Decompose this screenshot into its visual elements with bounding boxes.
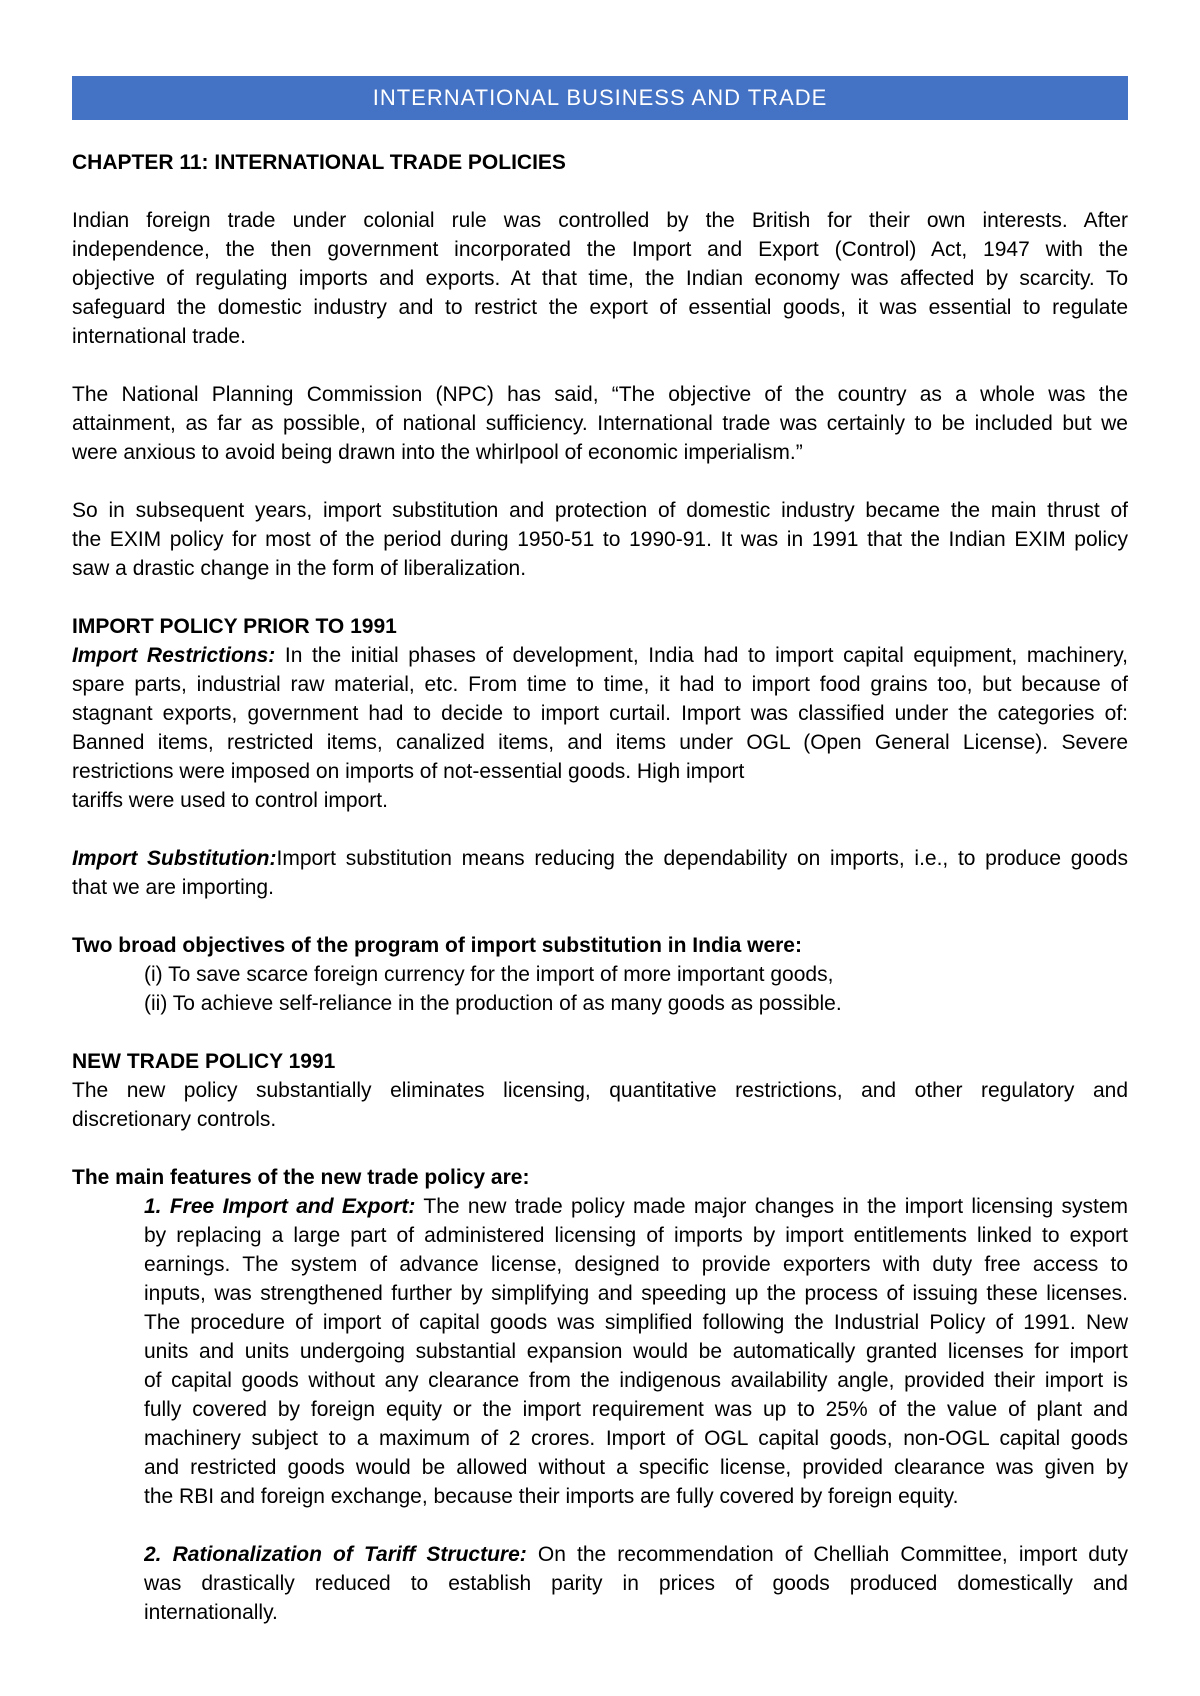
section-heading: IMPORT POLICY PRIOR TO 1991 <box>72 615 397 638</box>
paragraph-line: the EXIM policy for most of the period during 1950-51 to 1990-91. It was in 1991 that the Indian EXIM policy <box>72 528 1128 551</box>
paragraph <box>72 496 1128 583</box>
chapter-title: CHAPTER 11: INTERNATIONAL TRADE POLICIES <box>72 151 566 174</box>
paragraph-line <box>72 641 1128 670</box>
subsection-heading: Two broad objectives of the program of import substitution in India were: <box>72 934 802 957</box>
section-import-policy <box>72 612 1128 815</box>
paragraph-line: by replacing a large part of administered licensing of imports by import entitlements linked to export <box>144 1224 1128 1247</box>
paragraph-line: The procedure of import of capital goods was simplified following the Industrial Policy of 1991. New <box>144 1311 1128 1334</box>
header-title: INTERNATIONAL BUSINESS AND TRADE <box>372 85 828 110</box>
paragraph-line: The new policy substantially eliminates licensing, quantitative restrictions, and other regulatory and <box>72 1079 1128 1102</box>
section-heading: NEW TRADE POLICY 1991 <box>72 1050 336 1073</box>
paragraph-line <box>144 1192 1128 1221</box>
paragraph-line <box>72 844 1128 873</box>
paragraph-line: independence, the then government incorporated the Import and Export (Control) Act, 1947 with the <box>72 238 1128 261</box>
paragraph-line: discretionary controls. <box>72 1108 277 1131</box>
paragraph-line: Indian foreign trade under colonial rule was controlled by the British for their own interests. After <box>72 209 1128 232</box>
paragraph-line: fully covered by foreign equity or the import requirement was up to 25% of the value of plant and <box>144 1398 1128 1421</box>
paragraph-line: saw a drastic change in the form of liberalization. <box>72 557 527 580</box>
paragraph-line: objective of regulating imports and exports. At that time, the Indian economy was affected by scarcity. To <box>72 267 1128 290</box>
paragraph-line: earnings. The system of advance license, designed to provide exporters with duty free access to <box>144 1253 1128 1276</box>
subsection-heading: The main features of the new trade policy are: <box>72 1166 530 1189</box>
paragraph-line: machinery subject to a maximum of 2 crores. Import of OGL capital goods, non-OGL capital goods <box>144 1427 1128 1450</box>
paragraph-line: was drastically reduced to establish parity in prices of goods produced domestically and <box>144 1572 1128 1595</box>
paragraph <box>72 380 1128 467</box>
paragraph-line: attainment, as far as possible, of national sufficiency. International trade was certainly to be included but we <box>72 412 1128 435</box>
paragraph-line: units and units undergoing substantial expansion would be automatically granted licenses for import <box>144 1340 1128 1363</box>
feature-label: 2. Rationalization of Tariff Structure: <box>144 1543 527 1566</box>
line-text: Import substitution means reducing the dependability on imports, i.e., to produce goods <box>276 847 1128 870</box>
paragraph <box>72 844 1128 902</box>
paragraph-line: internationally. <box>144 1601 278 1624</box>
section-new-trade-policy <box>72 1047 1128 1134</box>
paragraph-line: tariffs were used to control import. <box>72 789 388 812</box>
term-label: Import Restrictions: <box>72 644 276 667</box>
paragraph-line: of capital goods without any clearance from the indigenous availability angle, provided their import is <box>144 1369 1128 1392</box>
paragraph-line: So in subsequent years, import substitution and protection of domestic industry became the main thrust of <box>72 499 1128 522</box>
term-label: Import Substitution: <box>72 847 277 870</box>
document-body <box>72 148 1128 1627</box>
line-text: In the initial phases of development, India had to import capital equipment, machinery, <box>275 644 1128 667</box>
paragraph-line: the RBI and foreign exchange, because their imports are fully covered by foreign equity. <box>144 1485 959 1508</box>
paragraph-line: stagnant exports, government had to decide to import curtail. Import was classified under the categories of: <box>72 702 1128 725</box>
paragraph-line: international trade. <box>72 325 246 348</box>
paragraph-line: and restricted goods would be allowed without a specific license, provided clearance was given by <box>144 1456 1128 1479</box>
paragraph-line: that we are importing. <box>72 876 274 899</box>
feature-item <box>144 1540 1128 1627</box>
line-text: On the recommendation of Chelliah Committee, import duty <box>526 1543 1128 1566</box>
paragraph-line: were anxious to avoid being drawn into the whirlpool of economic imperialism.” <box>72 441 803 464</box>
feature-item <box>144 1192 1128 1511</box>
paragraph-line: safeguard the domestic industry and to restrict the export of essential goods, it was essential to regulate <box>72 296 1128 319</box>
paragraph-line: The National Planning Commission (NPC) has said, “The objective of the country as a whole was the <box>72 383 1128 406</box>
paragraph-line <box>144 1540 1128 1569</box>
paragraph-line: inputs, was strengthened further by simplifying and speeding up the process of issuing these licenses. <box>144 1282 1128 1305</box>
feature-label: 1. Free Import and Export: <box>144 1195 416 1218</box>
features-block <box>72 1163 1128 1511</box>
list-item: (i) To save scarce foreign currency for the import of more important goods, <box>144 963 834 986</box>
line-text: The new trade policy made major changes in the import licensing system <box>415 1195 1128 1218</box>
paragraph-line: Banned items, restricted items, canalized items, and items under OGL (Open General License). Severe <box>72 731 1128 754</box>
list-item: (ii) To achieve self-reliance in the production of as many goods as possible. <box>144 992 842 1015</box>
objectives-block <box>72 931 1128 1018</box>
paragraph-line: spare parts, industrial raw material, etc. From time to time, it had to import food grains too, but because of <box>72 673 1128 696</box>
paragraph <box>72 206 1128 351</box>
header-bar <box>72 76 1128 120</box>
chapter-block <box>72 148 1128 177</box>
paragraph-line: restrictions were imposed on imports of not-essential goods. High import <box>72 760 745 783</box>
